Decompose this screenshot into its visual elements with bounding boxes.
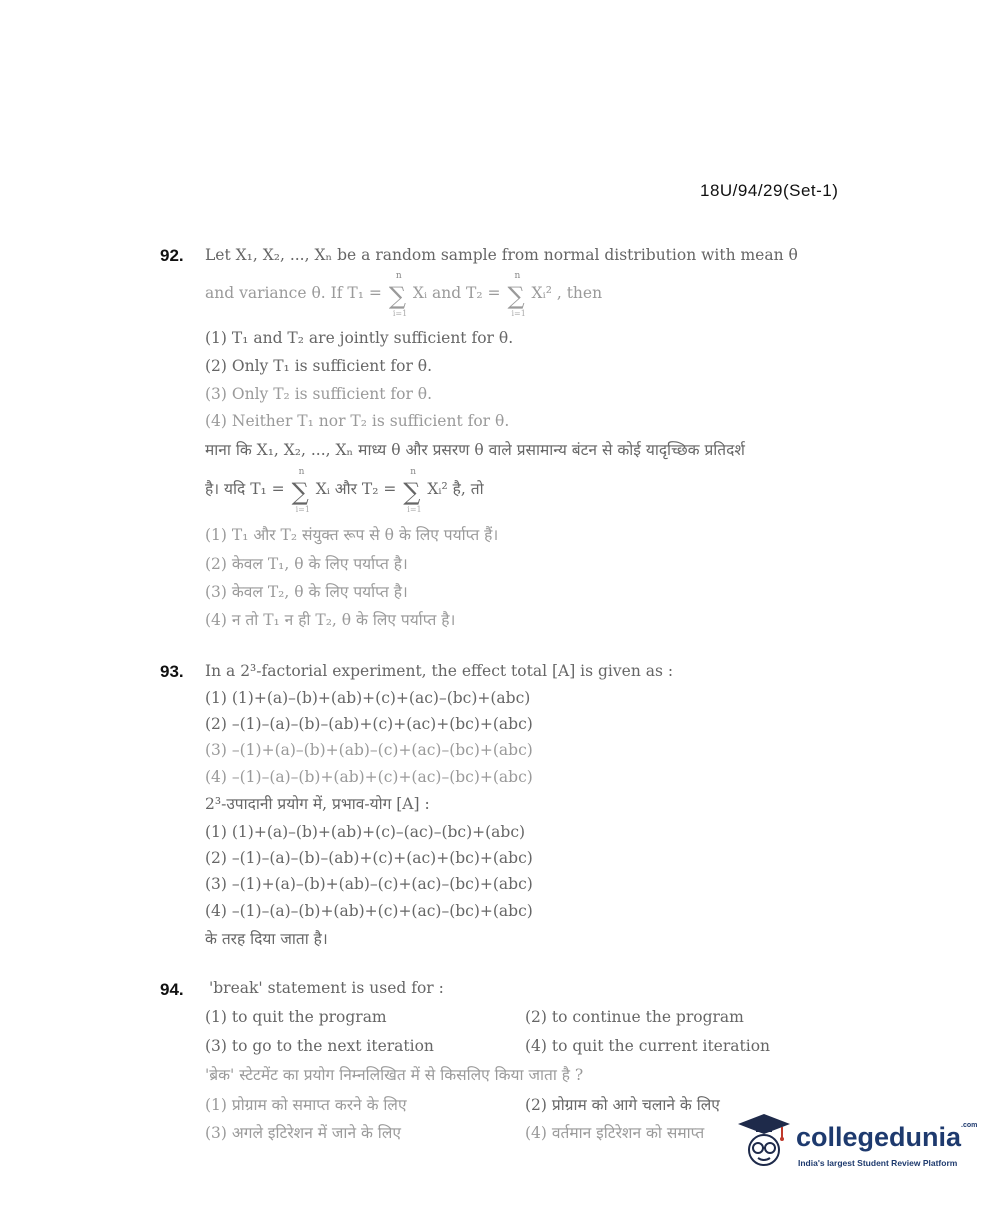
question-number: 93. — [160, 662, 184, 681]
option-1-hindi: (1) (1)+(a)–(b)+(ab)+(c)–(ac)–(bc)+(abc) — [205, 823, 526, 841]
option-2-hindi: (2) केवल T₁, θ के लिए पर्याप्त है। — [205, 555, 408, 573]
collegedunia-watermark — [736, 1108, 978, 1178]
question-stem: In a 2³-factorial experiment, the effect total [A] is given as : — [205, 662, 674, 680]
option-4: (4) –(1)–(a)–(b)+(ab)+(c)+(ac)–(bc)+(abc) — [205, 768, 533, 786]
summation-icon: ∑ n i=1 — [507, 271, 526, 318]
summation-icon: ∑ n i=1 — [388, 271, 408, 318]
question-stem-hindi: 2³-उपादानी प्रयोग में, प्रभाव-योग [A] : — [205, 795, 430, 813]
option-4: (4) to quit the current iteration — [525, 1037, 771, 1055]
option-3: (3) Only T₂ is sufficient for θ. — [205, 385, 433, 403]
option-2: (2) –(1)–(a)–(b)–(ab)+(c)+(ac)+(bc)+(abc) — [205, 715, 533, 733]
option-3: (3) to go to the next iteration — [205, 1037, 434, 1055]
question-number: 94. — [160, 980, 184, 999]
option-3-hindi: (3) केवल T₂, θ के लिए पर्याप्त है। — [205, 583, 408, 601]
option-3: (3) –(1)+(a)–(b)+(ab)–(c)+(ac)–(bc)+(abc) — [205, 741, 533, 759]
question-stem: 'break' statement is used for : — [209, 979, 444, 997]
option-1: (1) (1)+(a)–(b)+(ab)+(c)+(ac)–(bc)+(abc) — [205, 689, 531, 707]
question-number: 92. — [160, 246, 184, 265]
option-3-hindi: (3) अगले इटिरेशन में जाने के लिए — [205, 1124, 401, 1142]
option-1: (1) to quit the program — [205, 1008, 387, 1026]
question-stem-hindi: माना कि X₁, X₂, ..., Xₙ माध्य θ और प्रसरण θ वाले प्रसामान्य बंटन से कोई यादृच्छिक प्रतिदर्श — [205, 441, 745, 459]
option-4-hindi: (4) वर्तमान इटिरेशन को समाप्त — [525, 1124, 705, 1142]
question-stem-hindi-line2: है। यदि T₁ = ∑ n i=1 Xᵢ और T₂ = ∑ n i=1 Xᵢ² है, तो — [205, 467, 484, 514]
option-2-hindi: (2) –(1)–(a)–(b)–(ab)+(c)+(ac)+(bc)+(abc) — [205, 849, 533, 867]
option-4-hindi: (4) न तो T₁ न ही T₂, θ के लिए पर्याप्त है। — [205, 611, 456, 629]
option-4-hindi: (4) –(1)–(a)–(b)+(ab)+(c)+(ac)–(bc)+(abc) — [205, 902, 533, 920]
option-2: (2) Only T₁ is sufficient for θ. — [205, 357, 433, 375]
option-1-hindi: (1) प्रोग्राम को समाप्त करने के लिए — [205, 1096, 407, 1114]
brand-name: collegedunia$^{.com}$ — [796, 1122, 978, 1152]
option-2-hindi: (2) प्रोग्राम को आगे चलाने के लिए — [525, 1096, 720, 1114]
question-stem-line2: and variance θ. If T₁ = ∑ n i=1 Xᵢ and T₂ = ∑ n i=1 Xᵢ² , then — [205, 271, 603, 318]
summation-icon: ∑ n i=1 — [291, 467, 310, 514]
paper-code: 18U/94/29(Set-1) — [700, 181, 839, 200]
summation-icon: ∑ n i=1 — [403, 467, 422, 514]
option-4: (4) Neither T₁ nor T₂ is sufficient for θ. — [205, 412, 510, 430]
question-tail-hindi: के तरह दिया जाता है। — [205, 930, 328, 948]
option-3-hindi: (3) –(1)+(a)–(b)+(ab)–(c)+(ac)–(bc)+(abc) — [205, 875, 533, 893]
question-stem: Let X₁, X₂, ..., Xₙ be a random sample from normal distribution with mean θ — [205, 246, 798, 264]
option-2: (2) to continue the program — [525, 1008, 744, 1026]
option-1-hindi: (1) T₁ और T₂ संयुक्त रूप से θ के लिए पर्याप्त हैं। — [205, 526, 499, 544]
graduate-mascot-icon — [736, 1112, 792, 1172]
option-1: (1) T₁ and T₂ are jointly sufficient for θ. — [205, 329, 514, 347]
brand-tagline: India's largest Student Review Platform — [798, 1158, 958, 1168]
question-stem-hindi: 'ब्रेक' स्टेटमेंट का प्रयोग निम्नलिखित में से किसलिए किया जाता है ? — [205, 1066, 584, 1084]
